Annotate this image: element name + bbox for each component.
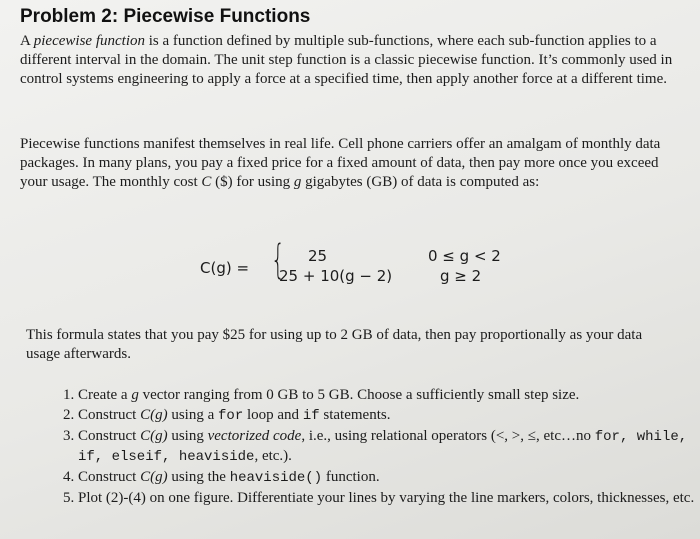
context-paragraph: Piecewise functions manifest themselves in real life. Cell phone carriers offer an amalgam of monthly data packages. In many plans, you pay a fixed price for a fixed amount of data, then pay more once you exceed your usage. The monthly cost C ($) for using g gigabytes (GB) of data is computed as:	[20, 136, 661, 190]
explanation-paragraph: This formula states that you pay $25 for using up to 2 GB of data, then pay proportionally as your data usage afterwards.	[26, 327, 643, 362]
task-item: 1. Create a g vector ranging from 0 GB to 5 GB. Choose a sufficiently small step size.	[78, 386, 700, 405]
formula-row2-expr: 25 + 10(g − 2)	[279, 267, 393, 285]
task-list	[38, 386, 700, 509]
task-item: 3. Construct C(g) using vectorized code, i.e., using relational operators (<, >, ≤, etc…no for, while, if, elseif, heaviside, etc.).	[78, 427, 700, 467]
task-item: 4. Construct C(g) using the heaviside() function.	[78, 468, 700, 488]
brace-symbol: {	[271, 237, 285, 283]
intro-paragraph: A piecewise function is a function defined by multiple sub-functions, where each sub-function applies to a different interval in the domain. The unit step function is a classic piecewise function. It’s commonly used in control systems engineering to apply a force at a specified time, then apply another force at a different time.	[20, 33, 673, 87]
formula-lhs: C(g) =	[200, 259, 250, 277]
formula-row1-cond: 0 ≤ g < 2	[428, 247, 501, 265]
page-title: Problem 2: Piecewise Functions	[20, 6, 311, 27]
term-emphasis: piecewise function	[33, 33, 145, 49]
piecewise-formula	[200, 237, 520, 290]
task-item: 5. Plot (2)-(4) on one figure. Differentiate your lines by varying the line markers, colors, thicknesses, etc.	[78, 489, 700, 508]
formula-row2-cond: g ≥ 2	[440, 267, 482, 285]
formula-row1-expr: 25	[308, 247, 328, 265]
task-item: 2. Construct C(g) using a for loop and if statements.	[78, 406, 700, 426]
